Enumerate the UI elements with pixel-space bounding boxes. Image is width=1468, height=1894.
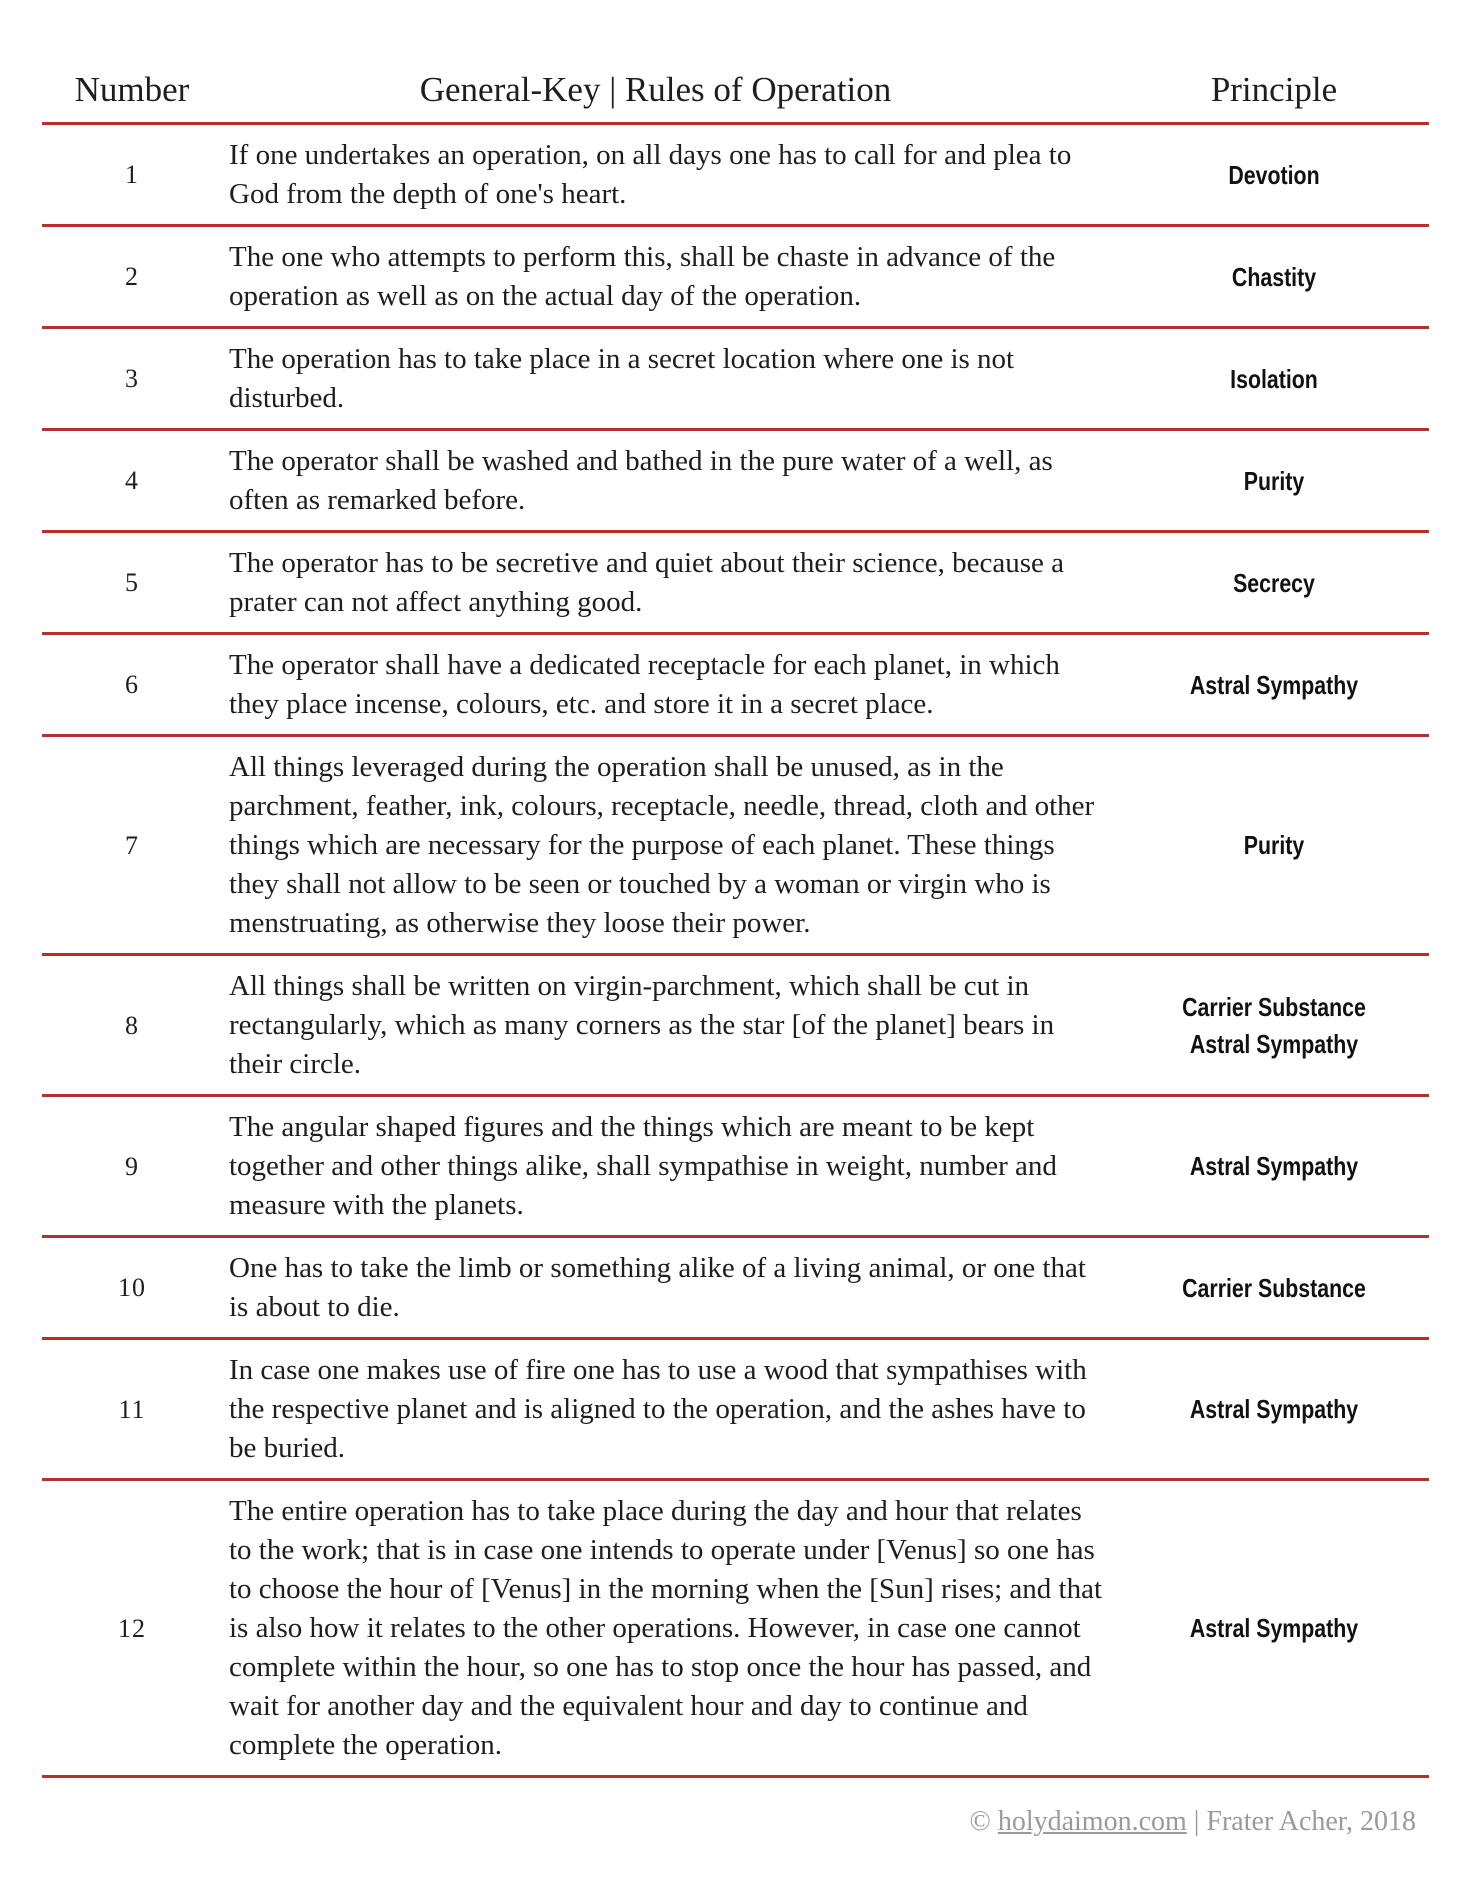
- rule-number: 9: [125, 1151, 139, 1181]
- principle-label: Astral Sympathy: [1189, 1613, 1359, 1643]
- rule-number: 7: [125, 830, 139, 860]
- rule-principle: [1147, 827, 1401, 864]
- principle-label: Astral Sympathy: [1189, 1028, 1359, 1059]
- principle-label: Devotion: [1228, 159, 1320, 190]
- rule-principle: [1147, 463, 1401, 500]
- table-row: [42, 329, 1429, 431]
- principle-label: Carrier Substance: [1182, 991, 1366, 1022]
- rule-text: The one who attempts to perform this, shall be chaste in advance of the operation as well as on the actual day of the operation.: [229, 241, 1056, 312]
- table-body: [42, 125, 1429, 1778]
- rule-principle: [1147, 1270, 1401, 1307]
- principle-label: Purity: [1243, 830, 1305, 860]
- table-row: [42, 635, 1429, 737]
- rule-text: If one undertakes an operation, on all days one has to call for and plea to God from the depth of one's heart.: [229, 139, 1072, 210]
- rule-text: The angular shaped figures and the things which are meant to be kept together and other things alike, shall sympathise in weight, number and measure with the planets.: [229, 1111, 1057, 1221]
- rule-number: 8: [125, 1010, 139, 1040]
- header-principle: Principle: [1210, 70, 1338, 109]
- rule-principle: [1147, 157, 1401, 194]
- rule-text: The operator shall have a dedicated receptacle for each planet, in which they place incense, colours, etc. and store it in a secret place.: [229, 649, 1060, 720]
- rule-number: 1: [125, 160, 139, 189]
- rule-principle: [1147, 361, 1401, 398]
- principle-label: Purity: [1243, 465, 1305, 496]
- footer-separator: |: [1193, 1806, 1200, 1837]
- rule-number: 6: [125, 670, 139, 699]
- header-number: Number: [74, 70, 190, 109]
- table-row: [42, 737, 1429, 956]
- rule-text: The operator shall be washed and bathed in the pure water of a well, as often as remarked before.: [229, 445, 1053, 516]
- table-header: [42, 58, 1429, 125]
- rule-text: All things leveraged during the operation shall be unused, as in the parchment, feather, ink, colours, receptacle, needle, thread, cloth and other things which are necessary for the purpose of each planet. These things they shall not allow to be seen or touched by a woman or virgin who is menstruating, as otherwise they loose their power.: [229, 751, 1095, 939]
- rule-principle: [1147, 667, 1401, 704]
- principle-label: Isolation: [1230, 363, 1318, 394]
- rule-principle: [1147, 565, 1401, 602]
- table-row: [42, 1481, 1429, 1778]
- table-row: [42, 956, 1429, 1097]
- rule-number: 2: [125, 262, 139, 291]
- header-rules: General-Key | Rules of Operation: [419, 70, 892, 109]
- table-row: [42, 1340, 1429, 1481]
- principle-label: Chastity: [1231, 261, 1317, 292]
- rule-number: 12: [118, 1613, 146, 1643]
- rule-text: All things shall be written on virgin-parchment, which shall be cut in rectangularly, which as many corners as the star [of the planet] bears in their circle.: [229, 970, 1055, 1080]
- principle-label: Astral Sympathy: [1189, 669, 1359, 700]
- rule-number: 4: [125, 466, 139, 495]
- rule-principle: [1147, 989, 1401, 1063]
- rule-principle: [1147, 1610, 1401, 1647]
- copyright-symbol: ©: [969, 1806, 991, 1837]
- rule-number: 5: [125, 568, 139, 597]
- table-row: [42, 431, 1429, 533]
- rule-principle: [1147, 1391, 1401, 1428]
- principle-label: Secrecy: [1233, 567, 1315, 598]
- table-row: [42, 125, 1429, 227]
- rule-number: 11: [118, 1394, 146, 1424]
- rule-text: One has to take the limb or something alike of a living animal, or one that is about to die.: [229, 1252, 1086, 1323]
- principle-label: Carrier Substance: [1182, 1272, 1366, 1303]
- rule-text: The operation has to take place in a secret location where one is not disturbed.: [229, 343, 1015, 414]
- footer-credit: [970, 1806, 1416, 1838]
- footer-author: Frater Acher, 2018: [1206, 1806, 1416, 1837]
- rule-number: 10: [118, 1273, 146, 1302]
- table-row: [42, 1238, 1429, 1340]
- rules-table: [42, 58, 1429, 1778]
- principle-label: Astral Sympathy: [1189, 1151, 1359, 1181]
- table-row: [42, 533, 1429, 635]
- rule-text: The entire operation has to take place during the day and hour that relates to the work; that is in case one intends to operate under [Venus] so one has to choose the hour of [Venus] in the morning when the [Sun] rises; and that is also how it relates to the other operations. However, in case one cannot complete within the hour, so one has to stop once the hour has passed, and wait for another day and the equivalent hour and day to continue and complete the operation.: [229, 1495, 1103, 1761]
- table-row: [42, 1097, 1429, 1238]
- rule-text: The operator has to be secretive and quiet about their science, because a prater can not affect anything good.: [229, 547, 1064, 618]
- rule-principle: [1147, 259, 1401, 296]
- principle-label: Astral Sympathy: [1189, 1394, 1359, 1424]
- rule-number: 3: [125, 364, 139, 393]
- rule-text: In case one makes use of fire one has to use a wood that sympathises with the respective planet and is aligned to the operation, and the ashes have to be buried.: [229, 1354, 1087, 1464]
- rule-principle: [1147, 1148, 1401, 1185]
- website-link[interactable]: holydaimon.com: [997, 1806, 1187, 1837]
- table-row: [42, 227, 1429, 329]
